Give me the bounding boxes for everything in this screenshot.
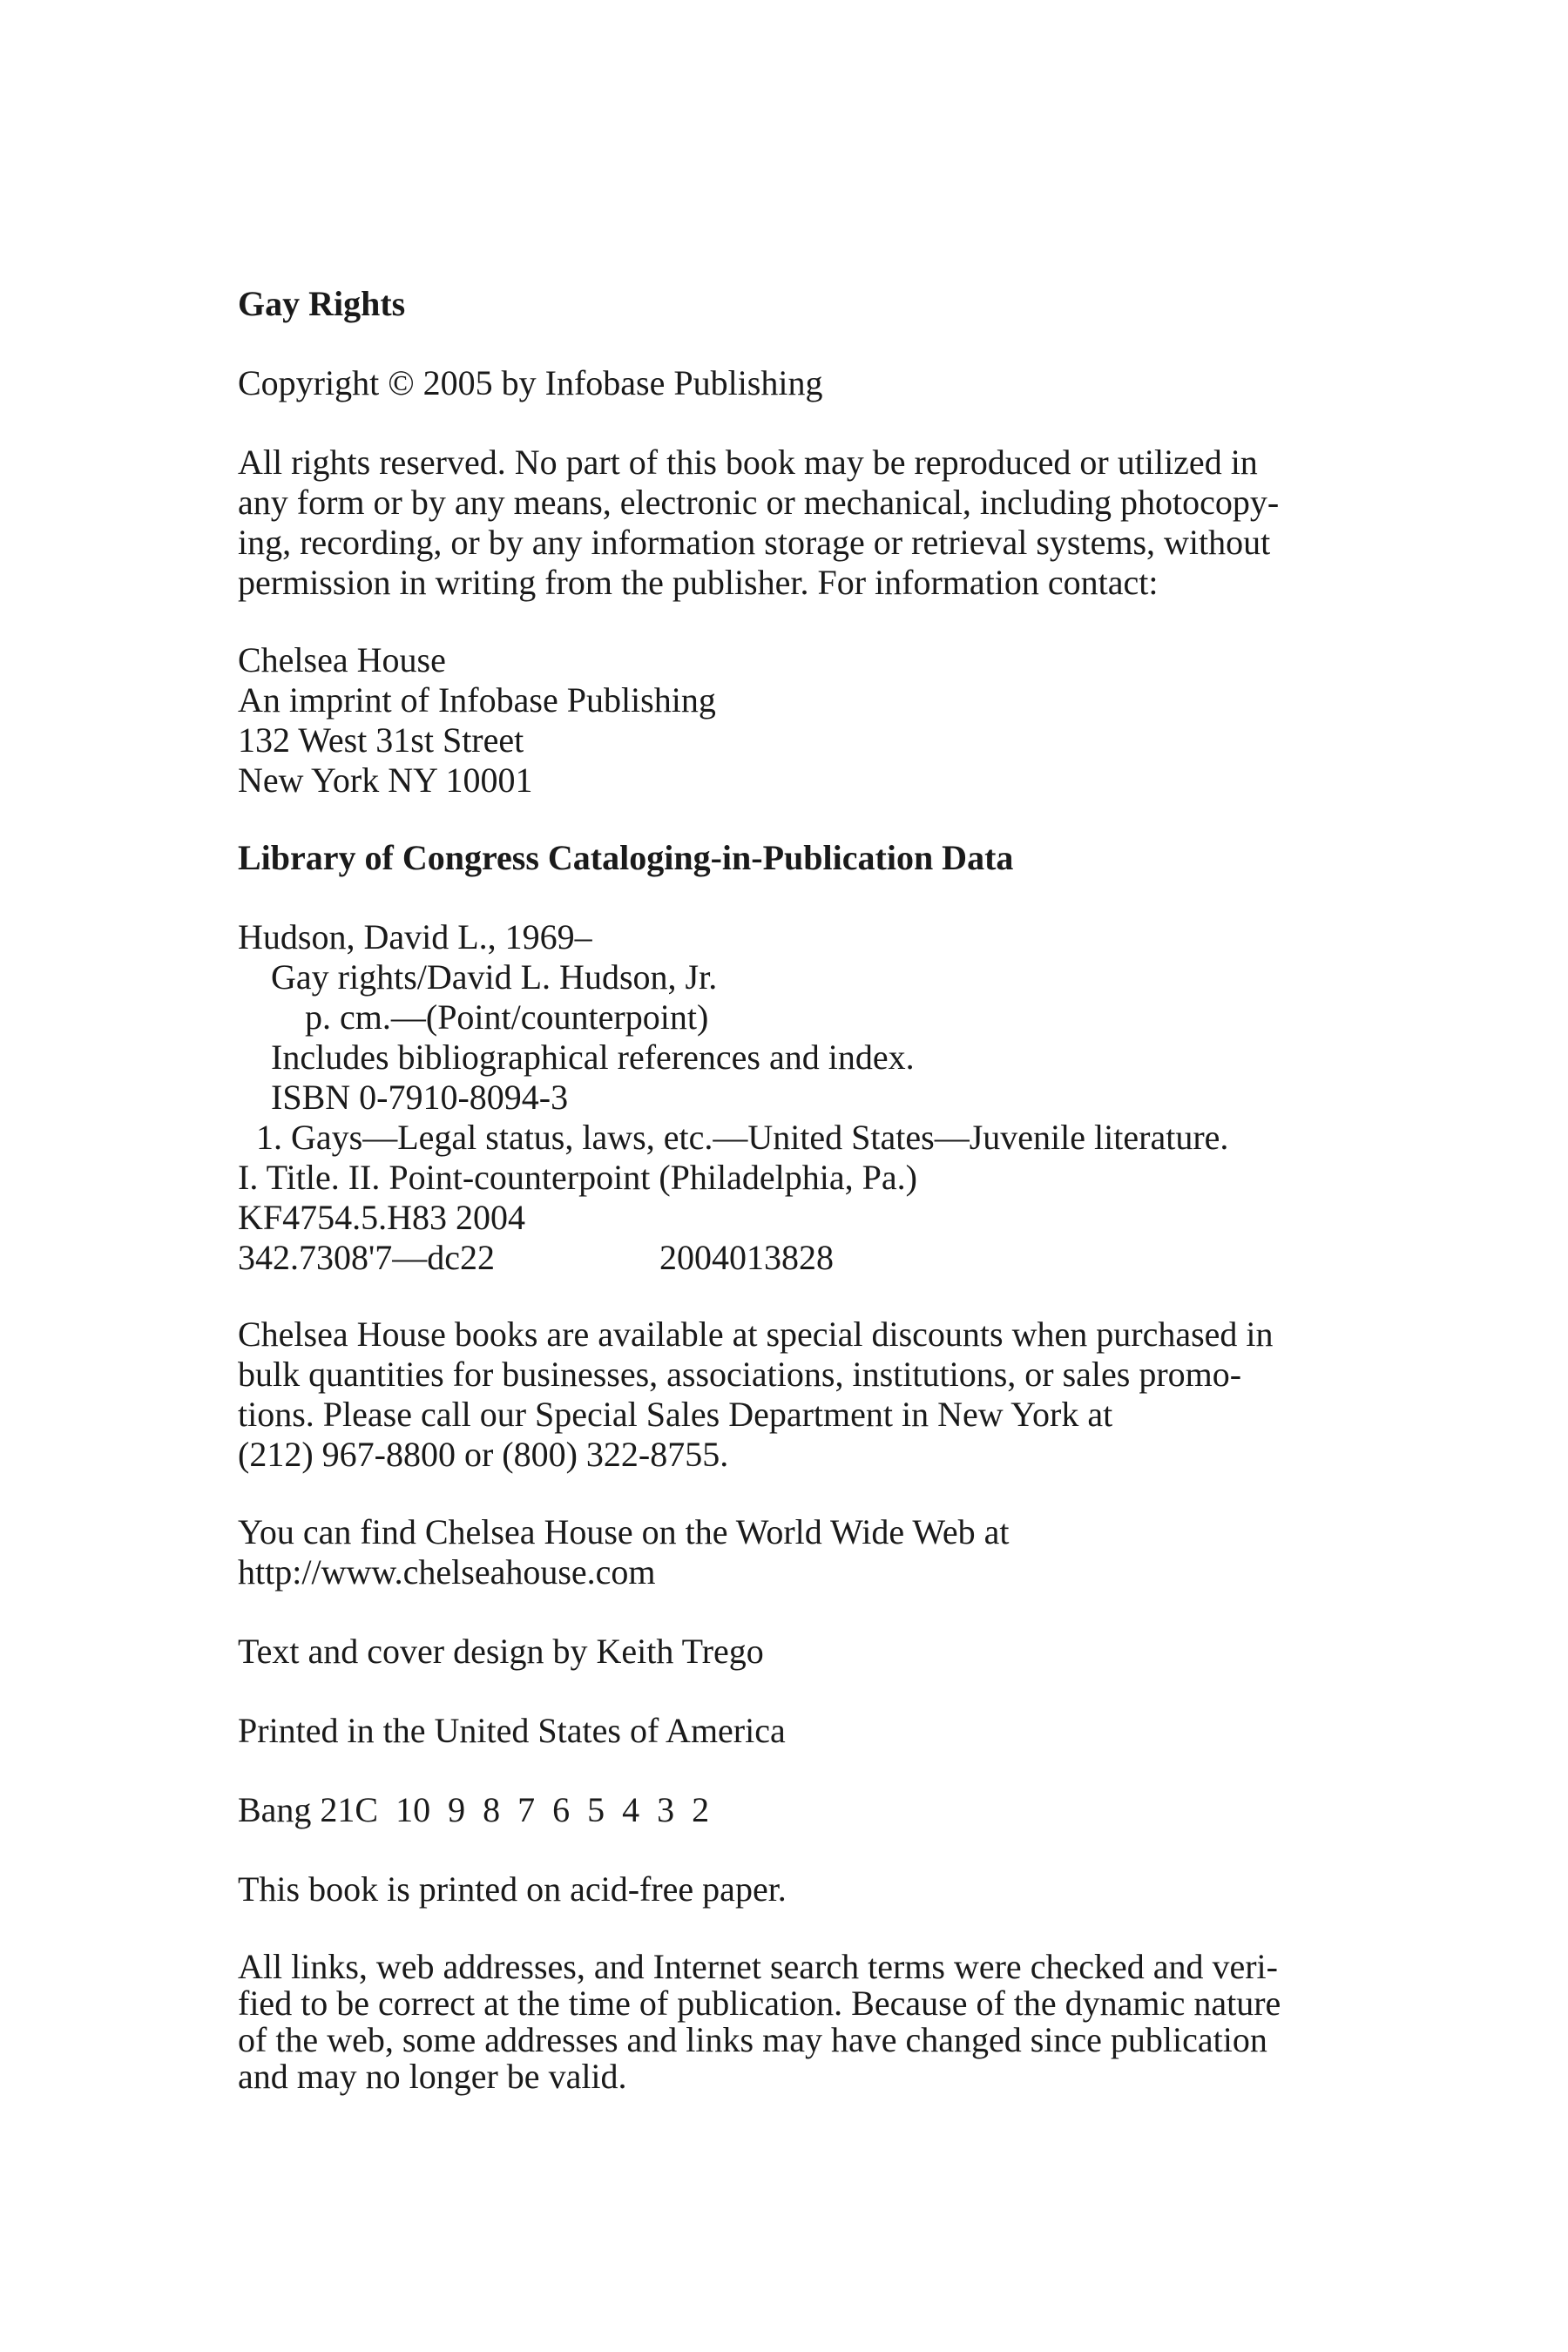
paper-note-block	[238, 1869, 1353, 1909]
printed-in: Printed in the United States of America	[238, 1711, 786, 1750]
cip-isbn: ISBN 0-7910-8094-3	[271, 1078, 569, 1117]
cip-classification-row	[238, 1238, 1353, 1278]
sales-paragraph	[238, 1315, 1353, 1475]
design-credit: Text and cover design by Keith Trego	[238, 1632, 764, 1671]
cip-lccn: 2004013828	[659, 1238, 834, 1277]
rights-line: ing, recording, or by any information storage or retrieval systems, without	[238, 523, 1271, 562]
web-line: You can find Chelsea House on the World Wide Web at	[238, 1512, 1010, 1551]
cip-title: Gay rights/David L. Hudson, Jr.	[271, 957, 718, 997]
address-line: An imprint of Infobase Publishing	[238, 680, 716, 720]
links-line: All links, web addresses, and Internet search terms were checked and veri-	[238, 1947, 1278, 1986]
copyright-notice: Copyright © 2005 by Infobase Publishing	[238, 363, 823, 402]
sales-line: Chelsea House books are available at special discounts when purchased in	[238, 1315, 1274, 1354]
cip-heading-block	[238, 838, 1353, 878]
book-title: Gay Rights	[238, 284, 406, 323]
sales-line: tions. Please call our Special Sales Department in New York at	[238, 1395, 1113, 1434]
links-line: and may no longer be valid.	[238, 2057, 627, 2096]
cip-record	[238, 917, 1353, 1278]
cip-dewey: 342.7308'7—dc22	[238, 1238, 495, 1277]
sales-line: (212) 967-8800 or (800) 322-8755.	[238, 1435, 729, 1474]
rights-line: any form or by any means, electronic or mechanical, including photocopy-	[238, 483, 1280, 522]
rights-line: permission in writing from the publisher. For information contact:	[238, 563, 1159, 602]
address-line: New York NY 10001	[238, 760, 533, 800]
cip-author: Hudson, David L., 1969–	[238, 917, 592, 956]
printed-in-block	[238, 1711, 1353, 1751]
printing-line-block	[238, 1790, 1353, 1830]
links-line: fied to be correct at the time of publication. Because of the dynamic nature	[238, 1984, 1281, 2023]
rights-line: All rights reserved. No part of this book may be reproduced or utilized in	[238, 443, 1258, 482]
links-line: of the web, some addresses and links may have changed since publication	[238, 2020, 1267, 2059]
cip-heading: Library of Congress Cataloging-in-Publication Data	[238, 838, 1014, 877]
links-disclaimer	[238, 1949, 1353, 2095]
printing-line: Bang 21C 10 9 8 7 6 5 4 3 2	[238, 1790, 710, 1829]
web-paragraph	[238, 1512, 1353, 1592]
rights-reserved-paragraph	[238, 443, 1353, 603]
copyright-block	[238, 363, 1353, 403]
address-line: 132 West 31st Street	[238, 720, 524, 760]
cip-call-number: KF4754.5.H83 2004	[238, 1198, 526, 1237]
cip-added-entries: I. Title. II. Point-counterpoint (Philadelphia, Pa.)	[238, 1158, 917, 1197]
sales-line: bulk quantities for businesses, associations, institutions, or sales promo-	[238, 1355, 1242, 1394]
book-title-block	[238, 284, 1353, 324]
design-credit-block	[238, 1632, 1353, 1672]
cip-includes: Includes bibliographical references and index.	[271, 1037, 915, 1077]
website-url: http://www.chelseahouse.com	[238, 1552, 656, 1592]
address-line: Chelsea House	[238, 640, 446, 679]
publisher-address	[238, 640, 1353, 801]
paper-note: This book is printed on acid-free paper.	[238, 1869, 787, 1909]
cip-subject: 1. Gays—Legal status, laws, etc.—United States—Juvenile literature.	[256, 1118, 1229, 1157]
cip-series: p. cm.—(Point/counterpoint)	[305, 997, 709, 1037]
